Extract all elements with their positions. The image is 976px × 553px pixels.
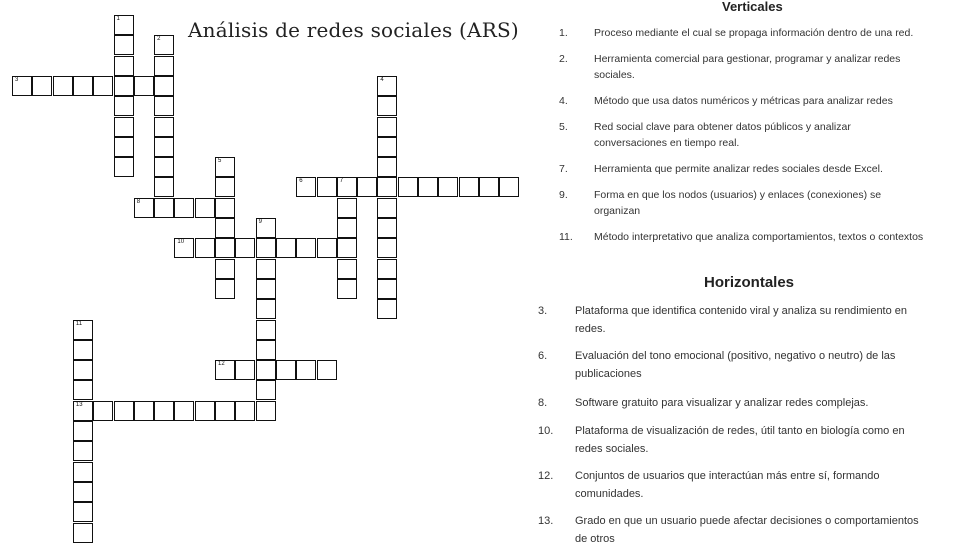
grid-cell[interactable]: [73, 502, 93, 522]
clue-number: 4: [380, 76, 384, 83]
grid-cell[interactable]: [32, 76, 52, 96]
grid-cell[interactable]: [73, 462, 93, 482]
grid-cell[interactable]: [256, 259, 276, 279]
clue-number: 11.: [559, 231, 573, 243]
grid-cell[interactable]: [296, 177, 316, 197]
clue-text: Herramienta comercial para gestionar, programar y analizar redes: [594, 53, 901, 65]
grid-cell[interactable]: [215, 259, 235, 279]
grid-cell[interactable]: [215, 279, 235, 299]
clue-text: Forma en que los nodos (usuarios) y enlaces (conexiones) se: [594, 189, 882, 201]
grid-cell[interactable]: [154, 177, 174, 197]
grid-cell[interactable]: [215, 157, 235, 177]
grid-cell[interactable]: [154, 96, 174, 116]
clue-number: 10: [177, 239, 185, 246]
grid-cell[interactable]: [256, 340, 276, 360]
grid-cell[interactable]: [73, 340, 93, 360]
grid-cell[interactable]: [377, 299, 397, 319]
grid-cell[interactable]: [499, 177, 519, 197]
grid-cell[interactable]: [256, 380, 276, 400]
grid-cell[interactable]: [12, 76, 32, 96]
clue-text: redes.: [575, 323, 606, 335]
grid-cell[interactable]: [215, 360, 235, 380]
clue-text: conversaciones en tiempo real.: [594, 137, 740, 149]
horizontales-heading: Horizontales: [704, 274, 795, 291]
grid-cell[interactable]: [73, 360, 93, 380]
grid-cell[interactable]: [479, 177, 499, 197]
grid-cell[interactable]: [357, 177, 377, 197]
clue-text: Software gratuito para visualizar y analizar redes complejas.: [575, 397, 869, 409]
grid-cell[interactable]: [337, 198, 357, 218]
grid-cell[interactable]: [256, 218, 276, 238]
verticales-heading: Verticales: [722, 0, 783, 14]
grid-cell[interactable]: [93, 401, 113, 421]
clue-number: 6.: [538, 350, 548, 362]
clue-number: 6: [299, 178, 303, 185]
clue-text: comunidades.: [575, 488, 644, 500]
clue-number: 1: [116, 16, 120, 22]
clue-number: 12: [218, 361, 225, 368]
clue-text: publicaciones: [575, 368, 642, 380]
grid-cell[interactable]: [256, 320, 276, 340]
grid-cell[interactable]: [418, 177, 438, 197]
grid-cell[interactable]: [174, 238, 194, 258]
clue-number: 7: [339, 178, 344, 185]
grid-cell[interactable]: [276, 360, 296, 380]
grid-cell[interactable]: [377, 137, 397, 157]
grid-cell[interactable]: [73, 482, 93, 502]
grid-cell[interactable]: [174, 401, 194, 421]
grid-cell[interactable]: [154, 35, 174, 55]
clue-text: Evaluación del tono emocional (positivo, negativo o neutro) de las: [575, 350, 896, 362]
grid-cell[interactable]: [134, 76, 154, 96]
clue-text: Herramienta que permite analizar redes sociales desde Excel.: [594, 163, 883, 175]
clue-number: 3.: [538, 305, 548, 317]
clue-text: redes sociales.: [575, 443, 649, 455]
grid-cell[interactable]: [215, 218, 235, 238]
clue-text: organizan: [594, 205, 641, 217]
grid-cell[interactable]: [377, 177, 397, 197]
grid-cell[interactable]: [114, 76, 134, 96]
grid-cell[interactable]: [154, 198, 174, 218]
grid-cell[interactable]: [337, 177, 357, 197]
clue-number: 5.: [559, 121, 568, 133]
grid-cell[interactable]: [317, 238, 337, 258]
grid-cell[interactable]: [438, 177, 458, 197]
grid-cell[interactable]: [377, 279, 397, 299]
grid-cell[interactable]: [114, 56, 134, 76]
grid-cell[interactable]: [114, 137, 134, 157]
clue-number: 4.: [559, 95, 568, 107]
grid-cell[interactable]: [73, 401, 93, 421]
clue-number: 7.: [559, 163, 568, 175]
grid-cell[interactable]: [215, 401, 235, 421]
grid-cell[interactable]: [317, 177, 337, 197]
grid-cell[interactable]: [398, 177, 418, 197]
grid-cell[interactable]: [377, 198, 397, 218]
grid-cell[interactable]: [377, 117, 397, 137]
grid-cell[interactable]: [256, 360, 276, 380]
clue-text: de otros: [575, 533, 615, 545]
grid-cell[interactable]: [73, 441, 93, 461]
grid-cell[interactable]: [276, 238, 296, 258]
grid-cell[interactable]: [134, 198, 154, 218]
grid-cell[interactable]: [93, 76, 113, 96]
clue-number: 9.: [559, 189, 568, 201]
grid-cell[interactable]: [256, 238, 276, 258]
grid-cell[interactable]: [256, 299, 276, 319]
clue-text: Plataforma de visualización de redes, útil tanto en biología como en: [575, 425, 905, 437]
grid-cell[interactable]: [174, 198, 194, 218]
grid-cell[interactable]: [215, 238, 235, 258]
grid-cell[interactable]: [73, 320, 93, 340]
grid-cell[interactable]: [73, 523, 93, 543]
grid-cell[interactable]: [154, 56, 174, 76]
grid-cell[interactable]: [195, 238, 215, 258]
clue-text: Plataforma que identifica contenido viral y analiza su rendimiento en: [575, 305, 908, 317]
clue-number: 10.: [538, 425, 554, 437]
clue-text: Método interpretativo que analiza comportamientos, textos o contextos: [594, 231, 924, 243]
clue-number: 9: [258, 219, 262, 225]
grid-cell[interactable]: [337, 238, 357, 258]
grid-cell[interactable]: [377, 259, 397, 279]
grid-cell[interactable]: [154, 117, 174, 137]
grid-cell[interactable]: [215, 177, 235, 197]
grid-cell[interactable]: [377, 157, 397, 177]
grid-cell[interactable]: [114, 401, 134, 421]
grid-cell[interactable]: [154, 401, 174, 421]
grid-cell[interactable]: [296, 360, 316, 380]
grid-cell[interactable]: [114, 15, 134, 35]
clue-number: 13: [75, 401, 83, 408]
grid-cell[interactable]: [53, 76, 73, 96]
clue-number: 12.: [538, 470, 554, 482]
clue-number: 11: [75, 320, 83, 327]
grid-cell[interactable]: [154, 76, 174, 96]
grid-cell[interactable]: [296, 238, 316, 258]
clue-text: sociales.: [594, 69, 635, 81]
grid-cell[interactable]: [154, 157, 174, 177]
grid-cell[interactable]: [337, 259, 357, 279]
clue-text: Red social clave para obtener datos públicos y analizar: [594, 121, 851, 133]
grid-cell[interactable]: [459, 177, 479, 197]
grid-cell[interactable]: [256, 279, 276, 299]
clue-number: 2.: [559, 53, 568, 65]
grid-cell[interactable]: [377, 76, 397, 96]
clue-number: 5: [218, 158, 222, 165]
grid-cell[interactable]: [377, 218, 397, 238]
puzzle-title: Análisis de redes sociales (ARS): [188, 18, 519, 42]
grid-cell[interactable]: [114, 157, 134, 177]
clue-number: 3: [15, 76, 19, 83]
clue-number: 8.: [538, 397, 548, 409]
grid-cell[interactable]: [215, 198, 235, 218]
grid-cell[interactable]: [337, 279, 357, 299]
grid-cell[interactable]: [337, 218, 357, 238]
clue-text: Proceso mediante el cual se propaga información dentro de una red.: [594, 27, 914, 39]
grid-cell[interactable]: [235, 238, 255, 258]
grid-cell[interactable]: [195, 401, 215, 421]
clue-text: Grado en que un usuario puede afectar decisiones o comportamientos: [575, 515, 919, 527]
grid-cell[interactable]: [235, 360, 255, 380]
clue-number: 8: [136, 198, 141, 205]
clue-number: 1.: [559, 27, 568, 39]
clue-number: 13.: [538, 515, 554, 527]
grid-cell[interactable]: [377, 238, 397, 258]
grid-cell[interactable]: [114, 35, 134, 55]
grid-cell[interactable]: [114, 96, 134, 116]
grid-cell[interactable]: [73, 380, 93, 400]
grid-cell[interactable]: [134, 401, 154, 421]
grid-cell[interactable]: [377, 96, 397, 116]
grid-cell[interactable]: [154, 137, 174, 157]
clue-text: Conjuntos de usuarios que interactúan más entre sí, formando: [575, 470, 880, 482]
grid-cell[interactable]: [256, 401, 276, 421]
grid-cell[interactable]: [73, 421, 93, 441]
grid-cell[interactable]: [114, 117, 134, 137]
clue-number: 2: [157, 36, 161, 43]
clue-text: Método que usa datos numéricos y métricas para analizar redes: [594, 95, 893, 107]
grid-cell[interactable]: [195, 198, 215, 218]
grid-cell[interactable]: [73, 76, 93, 96]
grid-cell[interactable]: [317, 360, 337, 380]
grid-cell[interactable]: [235, 401, 255, 421]
